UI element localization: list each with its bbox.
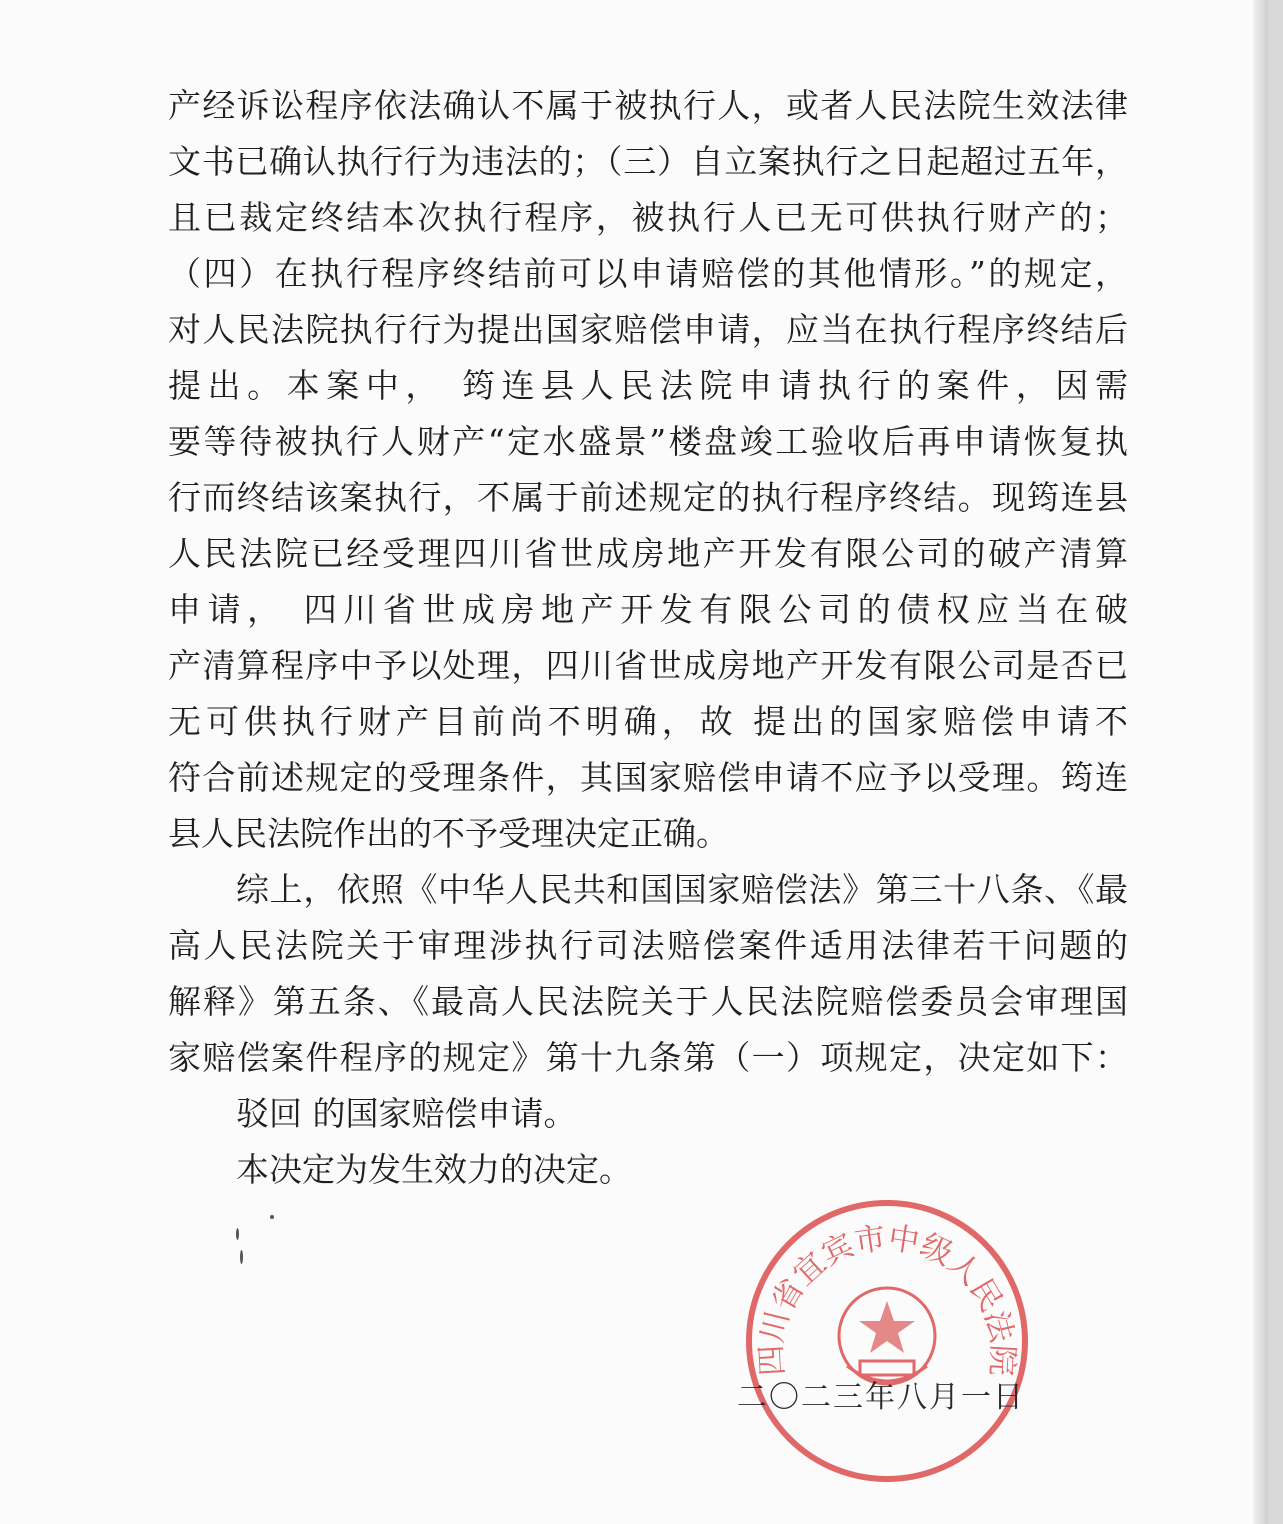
- text-line: 符合前述规定的受理条件，其国家赔偿申请不应予以受理。筠连: [168, 758, 1128, 797]
- national-emblem-icon: [839, 1288, 935, 1384]
- effect-line: 本决定为发生效力的决定。: [236, 1150, 632, 1189]
- seal-ring: [749, 1203, 1025, 1479]
- text-line: 无可供执行财产目前尚不明确，故 提出的国家赔偿申请不: [168, 702, 1128, 741]
- scan-speck: [236, 1228, 239, 1240]
- text-line: 产清算程序中予以处理，四川省世成房地产开发有限公司是否已: [168, 646, 1128, 685]
- decision-line: 驳回 的国家赔偿申请。: [236, 1094, 577, 1133]
- text-line: 对人民法院执行行为提出国家赔偿申请，应当在执行程序终结后: [168, 310, 1128, 349]
- text-line: 行而终结该案执行，不属于前述规定的执行程序终结。现筠连县: [168, 478, 1128, 517]
- conclusion-line: 解释》第五条、《最高人民法院关于人民法院赔偿委员会审理国: [168, 982, 1128, 1021]
- text-line: （四）在执行程序终结前可以申请赔偿的其他情形。”的规定，: [168, 254, 1128, 293]
- text-line: 县人民法院作出的不予受理决定正确。: [168, 814, 729, 853]
- text-line: 要等待被执行人财产“定水盛景”楼盘竣工验收后再申请恢复执: [168, 422, 1128, 461]
- text-line: 产经诉讼程序依法确认不属于被执行人，或者人民法院生效法律: [168, 86, 1128, 125]
- text-line: 提出。本案中， 筠连县人民法院申请执行的案件，因需: [168, 366, 1128, 405]
- scan-speck: [240, 1250, 243, 1264]
- scan-speck: [270, 1215, 274, 1219]
- text-line: 且已裁定终结本次执行程序，被执行人已无可供执行财产的；: [168, 198, 1128, 237]
- text-line: 文书已确认执行行为违法的；（三）自立案执行之日起超过五年，: [168, 142, 1128, 181]
- court-seal: [742, 1196, 1032, 1486]
- document-date: 二〇二三年八月一日: [737, 1380, 1025, 1415]
- page-edge: [1253, 0, 1268, 1524]
- conclusion-line: 综上，依照《中华人民共和国国家赔偿法》第三十八条、《最: [236, 870, 1128, 909]
- text-line: 人民法院已经受理四川省世成房地产开发有限公司的破产清算: [168, 534, 1128, 573]
- text-line: 申请， 四川省世成房地产开发有限公司的债权应当在破: [168, 590, 1128, 629]
- seal-text: 四川省宜宾市中级人民法院: [753, 1220, 1021, 1377]
- conclusion-line: 高人民法院关于审理涉执行司法赔偿案件适用法律若干问题的: [168, 926, 1128, 965]
- conclusion-line: 家赔偿案件程序的规定》第十九条第（一）项规定，决定如下：: [168, 1038, 1128, 1077]
- document-body: [168, 78, 1128, 1198]
